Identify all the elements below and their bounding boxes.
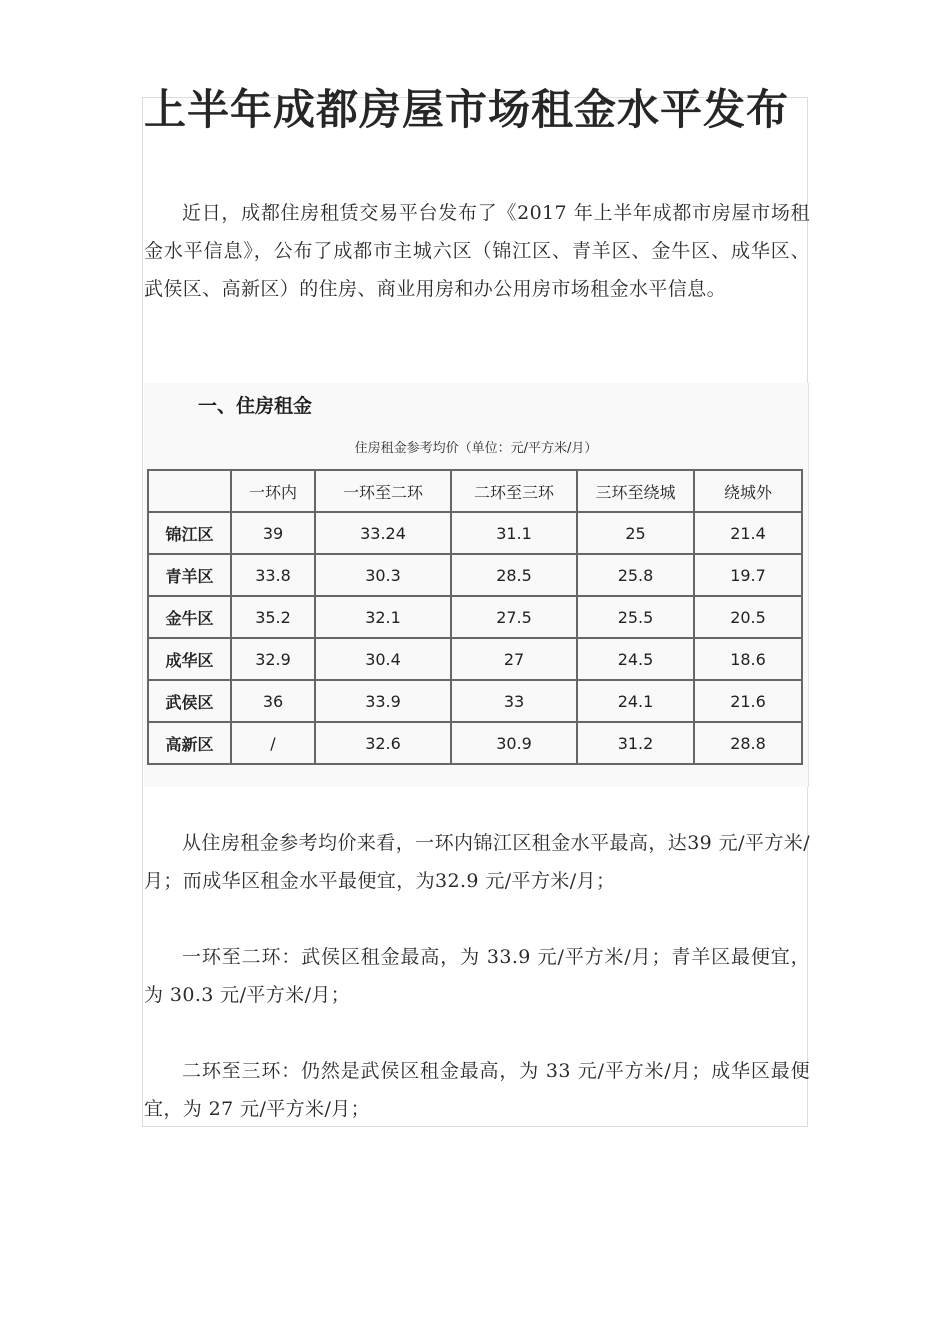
- table-cell: 30.3: [315, 554, 451, 596]
- table-cell: 39: [231, 512, 315, 554]
- table-cell: 25.8: [577, 554, 694, 596]
- table-cell: 18.6: [694, 638, 802, 680]
- table-cell: 32.9: [231, 638, 315, 680]
- table-header-row: [148, 470, 802, 512]
- table-cell: 27: [451, 638, 577, 680]
- analysis-paragraph-ring-2-3: 二环至三环：仍然是武侯区租金最高，为 33 元/平方米/月；成华区最便宜，为 27 元/平方米/月；: [144, 1060, 810, 1120]
- rent-table-image: [144, 383, 809, 787]
- district-cell: 武侯区: [148, 680, 231, 722]
- table-cell: 28.5: [451, 554, 577, 596]
- table-row: [148, 512, 802, 554]
- figure-caption: 住房租金参考均价（单位：元/平方米/月）: [354, 441, 598, 456]
- table-cell: 20.5: [694, 596, 802, 638]
- table-row: [148, 554, 802, 596]
- district-cell: 金牛区: [148, 596, 231, 638]
- table-cell: 31.2: [577, 722, 694, 764]
- analysis-paragraph-ring-1-2: 一环至二环：武侯区租金最高，为 33.9 元/平方米/月；青羊区最便宜，为 30.3 元/平方米/月；: [144, 946, 810, 1006]
- table-cell: 36: [231, 680, 315, 722]
- table-cell: 32.6: [315, 722, 451, 764]
- table-cell: 33: [451, 680, 577, 722]
- table-cell: /: [231, 722, 315, 764]
- article-title: 上半年成都房屋市场租金水平发布: [144, 85, 790, 134]
- table-cell: 30.4: [315, 638, 451, 680]
- district-cell: 高新区: [148, 722, 231, 764]
- table-cell: 31.1: [451, 512, 577, 554]
- table-cell: 33.24: [315, 512, 451, 554]
- table-cell: 28.8: [694, 722, 802, 764]
- intro-paragraph: 近日，成都住房租赁交易平台发布了《2017 年上半年成都市房屋市场租金水平信息》，公布了成都市主城六区（锦江区、青羊区、金牛区、成华区、武侯区、高新区）的住房、商业用房和办公用房市场租金水平信息。: [144, 202, 810, 300]
- table-cell: 32.1: [315, 596, 451, 638]
- table-header-cell: 三环至绕城: [577, 470, 694, 512]
- table-header-cell: 二环至三环: [451, 470, 577, 512]
- table-cell: 30.9: [451, 722, 577, 764]
- table-cell: 35.2: [231, 596, 315, 638]
- district-cell: 锦江区: [148, 512, 231, 554]
- table-header-cell: 一环至二环: [315, 470, 451, 512]
- table-cell: 33.8: [231, 554, 315, 596]
- table-header-cell: [148, 470, 231, 512]
- analysis-paragraph-inner-ring: 从住房租金参考均价来看，一环内锦江区租金水平最高，达39 元/平方米/月；而成华区租金水平最便宜，为32.9 元/平方米/月；: [144, 832, 810, 892]
- table-cell: 21.6: [694, 680, 802, 722]
- table-cell: 19.7: [694, 554, 802, 596]
- figure-heading: 一、住房租金: [198, 395, 313, 417]
- table-row: [148, 722, 802, 764]
- table-cell: 25: [577, 512, 694, 554]
- table-row: [148, 596, 802, 638]
- district-cell: 青羊区: [148, 554, 231, 596]
- table-cell: 21.4: [694, 512, 802, 554]
- table-cell: 25.5: [577, 596, 694, 638]
- table-cell: 27.5: [451, 596, 577, 638]
- table-header-cell: 一环内: [231, 470, 315, 512]
- rent-table: [147, 469, 803, 765]
- district-cell: 成华区: [148, 638, 231, 680]
- table-cell: 33.9: [315, 680, 451, 722]
- table-header-cell: 绕城外: [694, 470, 802, 512]
- table-row: [148, 638, 802, 680]
- table-row: [148, 680, 802, 722]
- table-cell: 24.1: [577, 680, 694, 722]
- table-cell: 24.5: [577, 638, 694, 680]
